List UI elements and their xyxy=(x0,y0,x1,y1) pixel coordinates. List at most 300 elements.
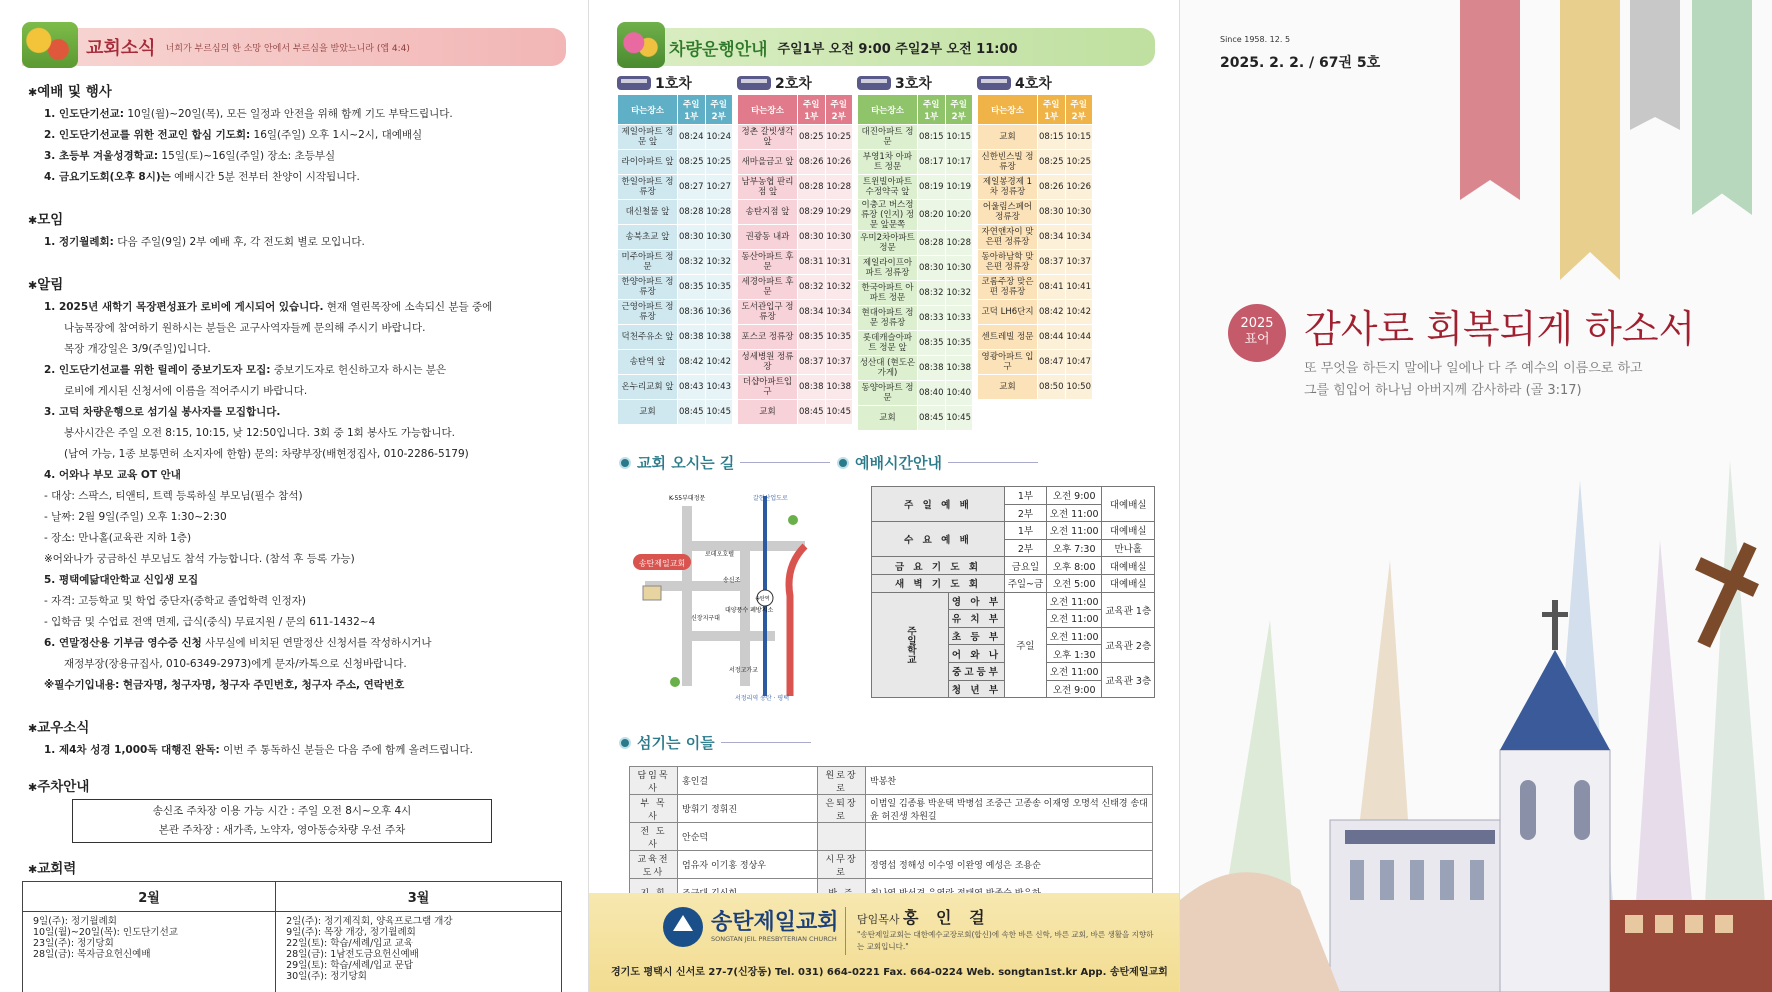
bus-time: 08:37 xyxy=(798,350,826,375)
bus-time: 08:17 xyxy=(918,150,946,175)
news-item xyxy=(22,146,566,167)
bus-time: 10:41 xyxy=(1065,275,1093,300)
news-item-text: (남여 가능, 1종 보통면허 소지자에 한함) 문의: 차량부장(배현정집사, 010-2286-5179) xyxy=(64,448,469,460)
bus-row xyxy=(738,325,853,350)
bus-time: 10:42 xyxy=(705,350,733,375)
badge-year: 2025 xyxy=(1240,316,1274,331)
bus-time: 08:15 xyxy=(918,125,946,150)
bus-stop: 동아하남학 맞은편 정류장 xyxy=(978,250,1038,275)
bus-time: 10:25 xyxy=(1065,150,1093,175)
bus-stop: 교회 xyxy=(738,400,798,425)
school-dept: 어 와 나 xyxy=(949,645,1005,663)
bus-time: 10:30 xyxy=(705,225,733,250)
church-description: "송탄제일교회는 대한예수교장로회(합신)에 속한 바른 신학, 바른 교회, 바른 생활을 지향하는 교회입니다." xyxy=(857,930,1154,951)
news-item xyxy=(22,507,566,528)
calendar-month: 2월 xyxy=(23,882,276,912)
server-names: 홍인걸 xyxy=(678,767,818,795)
bus-row xyxy=(858,306,973,331)
bus-row xyxy=(618,325,733,350)
bus-name xyxy=(617,72,733,94)
bus-stop: 자연앤자이 맞은편 정류장 xyxy=(978,225,1038,250)
bus-row xyxy=(618,225,733,250)
bus-row xyxy=(978,200,1093,225)
bus-time: 08:30 xyxy=(918,256,946,281)
verse-line: 또 무엇을 하든지 말에나 일에나 다 주 예수의 이름으로 하고 xyxy=(1304,361,1643,376)
bus-stop: 어울림스페어 정류장 xyxy=(978,200,1038,225)
bus-time: 10:43 xyxy=(705,375,733,400)
bus-time: 10:32 xyxy=(945,281,973,306)
section-title: ✱ 알림 xyxy=(28,273,566,293)
news-item-text: - 날짜: 2월 9일(주일) 오후 1:30~2:30 xyxy=(44,511,227,523)
bus-label: 1호차 xyxy=(655,76,692,92)
bus-time: 08:38 xyxy=(918,356,946,381)
bus-stop: 고덕 LH6단지 xyxy=(978,300,1038,325)
bus-time: 10:26 xyxy=(825,150,853,175)
stop-header: 타는장소 xyxy=(858,95,918,125)
bus-stop: 도서관입구 정류장 xyxy=(738,300,798,325)
year-motto: 감사로 회복되게 하소서 xyxy=(1304,307,1696,351)
bus-time: 10:44 xyxy=(1065,325,1093,350)
news-section xyxy=(22,208,566,253)
badge-label: 표어 xyxy=(1244,332,1270,347)
bus-stop: 센트레빌 정문 xyxy=(978,325,1038,350)
news-item xyxy=(22,654,566,675)
bus-time: 08:26 xyxy=(798,150,826,175)
bus-stop: 교회 xyxy=(978,125,1038,150)
news-item-text: 중보기도자로 헌신하고자 하시는 분은 xyxy=(270,364,447,376)
news-item-text: 현재 열린목장에 소속되신 분들 중에 xyxy=(323,301,493,313)
bus-row xyxy=(978,275,1093,300)
bus-row xyxy=(858,356,973,381)
parking-line: 본관 주차장 : 새가족, 노약자, 영아동승차량 우선 주차 xyxy=(158,824,406,836)
bus-stop: 제일라이프아파트 정류장 xyxy=(858,256,918,281)
bus-time: 10:37 xyxy=(825,350,853,375)
bus-row xyxy=(618,125,733,150)
bus-header-row xyxy=(738,95,853,125)
bus-table-4 xyxy=(977,72,1093,400)
bus-stop: 이충고 버스정류장 (인지) 정문 앞문쪽 xyxy=(858,200,918,231)
tulip-flower-icon xyxy=(22,22,78,68)
news-item xyxy=(22,675,566,696)
bus-time: 10:28 xyxy=(705,200,733,225)
bus-time: 10:45 xyxy=(825,400,853,425)
bus-row xyxy=(978,300,1093,325)
server-role: 원로장로 xyxy=(818,767,866,795)
bus-time: 08:28 xyxy=(798,175,826,200)
news-item xyxy=(22,402,566,423)
calendar-event: 10일(월)~20일(목): 인도단기선교 xyxy=(33,927,178,938)
news-item xyxy=(22,570,566,591)
worship-time: 오전 5:00 xyxy=(1046,574,1102,592)
bus-time: 08:25 xyxy=(798,125,826,150)
bus-stop: 코롬주장 맞은편 정류장 xyxy=(978,275,1038,300)
service2-header: 주일 2부 xyxy=(705,95,733,125)
bus-time: 10:30 xyxy=(1065,200,1093,225)
news-sections xyxy=(22,80,566,761)
bus-stop: 대진아파트 정문 xyxy=(858,125,918,150)
service1-header: 주일 1부 xyxy=(918,95,946,125)
calendar-month: 3월 xyxy=(276,882,562,912)
news-item-text: - 자격: 고등학교 및 학업 중단자(중학교 졸업학력 인정자) xyxy=(44,595,307,607)
bus-row xyxy=(738,150,853,175)
bus-row xyxy=(978,150,1093,175)
since-date: Since 1958. 12. 5 xyxy=(1220,35,1291,44)
cover-panel xyxy=(1180,0,1772,992)
worship-name: 금 요 기 도 회 xyxy=(872,557,1005,575)
worship-session: 주일~금 xyxy=(1005,574,1047,592)
service1-header: 주일 1부 xyxy=(798,95,826,125)
bus-stop: 미주아파트 정문 xyxy=(618,250,678,275)
bus-icon xyxy=(737,76,771,90)
bus-stop: 교회 xyxy=(618,400,678,425)
bus-time: 08:36 xyxy=(678,300,706,325)
pastor-name: 홍 인 걸 xyxy=(903,908,991,927)
news-item-text: 10일(월)~20일(목), 모든 일정과 안전을 위해 함께 기도 부탁드립니다. xyxy=(124,108,453,120)
bus-schedule-table xyxy=(737,94,853,425)
news-item-text: 16일(주일) 오후 1시~2시, 대예배실 xyxy=(250,129,423,141)
church-map xyxy=(625,486,825,706)
worship-row xyxy=(872,522,1155,540)
parking-line: 송신조 주차장 이용 가능 시간 : 주일 오전 8시~오후 4시 xyxy=(152,805,412,817)
school-dept: 유 치 부 xyxy=(949,610,1005,628)
news-section xyxy=(22,716,566,761)
bus-time: 10:38 xyxy=(705,325,733,350)
news-item-bold: ※필수기입내용: 현금자명, 청구자명, 청구자 주민번호, 청구자 주소, 연락번호 xyxy=(44,679,405,691)
church-news-subtitle: 너희가 부르심의 한 소망 안에서 부르심을 받았느니라 (엡 4:4) xyxy=(165,43,410,54)
school-time: 오전 9:00 xyxy=(1046,680,1102,698)
bus-stop: 제일아파트 정문 앞 xyxy=(618,125,678,150)
bus-stop: 한양아파트 정류장 xyxy=(618,275,678,300)
bus-row xyxy=(738,275,853,300)
bus-time: 10:40 xyxy=(945,381,973,406)
server-names: 박봉찬 xyxy=(866,767,1153,795)
school-time: 오전 11:00 xyxy=(1046,627,1102,645)
calendar-event: 23일(주): 정기당회 xyxy=(33,938,114,949)
bus-stop: 부영1차 아파트 정문 xyxy=(858,150,918,175)
bus-row xyxy=(618,375,733,400)
bus-row xyxy=(738,350,853,375)
map-title: 교회 오시는 길 xyxy=(619,452,830,473)
bus-stop: 온누리교회 앞 xyxy=(618,375,678,400)
bus-table-3 xyxy=(857,72,973,431)
calendar-event: 22일(토): 학습/세례/입교 교육 xyxy=(286,938,414,949)
bus-icon xyxy=(617,76,651,90)
bus-time: 10:35 xyxy=(705,275,733,300)
news-item-text: - 입학금 및 수업료 전액 면제, 급식(중식) 무료지원 / 문의 611-1432~4 xyxy=(44,616,376,628)
server-role xyxy=(818,823,866,851)
bus-time: 10:35 xyxy=(945,331,973,356)
stop-header: 타는장소 xyxy=(978,95,1038,125)
news-item-bold: 6. 연말정산용 기부금 영수증 신청 xyxy=(44,637,202,649)
school-time: 오전 11:00 xyxy=(1046,662,1102,680)
bus-time: 08:34 xyxy=(1038,225,1066,250)
bus-time: 10:50 xyxy=(1065,375,1093,400)
news-item-bold: 4. 어와나 부모 교육 OT 안내 xyxy=(44,469,181,481)
bus-time: 08:45 xyxy=(678,400,706,425)
bus-time: 08:44 xyxy=(1038,325,1066,350)
worship-session: 1부 xyxy=(1005,487,1047,505)
news-item xyxy=(22,360,566,381)
school-place: 교육관 3층 xyxy=(1102,662,1155,697)
church-calendar-table xyxy=(22,881,562,992)
bus-time: 08:50 xyxy=(1038,375,1066,400)
news-item-text: 로비에 게시된 신청서에 이름을 적어주시기 바랍니다. xyxy=(64,385,308,397)
calendar-event: 9일(주): 정기월례회 xyxy=(33,916,117,927)
bus-time: 08:25 xyxy=(1038,150,1066,175)
server-role: 담임목사 xyxy=(630,767,678,795)
bus-stop: 근영아파트 정류장 xyxy=(618,300,678,325)
section-title: ✱ 예배 및 행사 xyxy=(28,80,566,100)
bus-row xyxy=(618,250,733,275)
server-role: 전 도 사 xyxy=(630,823,678,851)
news-item-bold: 1. 정기월례회: xyxy=(44,236,114,248)
news-item xyxy=(22,232,566,253)
bus-time: 08:29 xyxy=(798,200,826,225)
bus-time: 08:30 xyxy=(798,225,826,250)
bus-table-1 xyxy=(617,72,733,425)
news-item-text: - 장소: 만나홀(교육관 지하 1층) xyxy=(44,532,192,544)
bus-time: 10:36 xyxy=(705,300,733,325)
bus-time: 10:31 xyxy=(825,250,853,275)
bus-schedule: 주일1부 오전 9:00 주일2부 오전 11:00 xyxy=(777,41,1018,57)
church-name-en: SONGTAN JEIL PRESBYTERIAN CHURCH xyxy=(711,935,837,943)
verse-line: 그를 힘입어 하나님 아버지께 감사하라 (골 3:17) xyxy=(1304,383,1582,398)
news-item-text: 15일(토)~16일(주일) 장소: 초등부실 xyxy=(158,150,336,162)
worship-session: 2부 xyxy=(1005,539,1047,557)
parking-section xyxy=(22,775,566,843)
calendar-event: 9일(주): 목장 개강, 정기월례회 xyxy=(286,927,416,938)
bus-time: 08:20 xyxy=(918,200,946,231)
school-row xyxy=(872,592,1155,610)
school-dept: 초 등 부 xyxy=(949,627,1005,645)
servers-title: 섬기는 이들 xyxy=(619,732,811,753)
news-item-bold: 3. 초등부 겨울성경학교: xyxy=(44,150,159,162)
bus-time: 10:42 xyxy=(1065,300,1093,325)
news-item xyxy=(22,381,566,402)
worship-title: 예배시간안내 xyxy=(837,452,1038,473)
bus-time: 08:31 xyxy=(798,250,826,275)
worship-session: 2부 xyxy=(1005,504,1047,522)
calendar-event: 28일(금): 1남전도금요헌신예배 xyxy=(286,949,419,960)
motto-badge xyxy=(1228,304,1286,362)
worship-name: 주 일 예 배 xyxy=(872,487,1005,522)
bus-time: 10:32 xyxy=(705,250,733,275)
bus-row xyxy=(738,175,853,200)
bus-time: 10:30 xyxy=(825,225,853,250)
calendar-cell-feb xyxy=(23,912,276,992)
bus-time: 10:26 xyxy=(1065,175,1093,200)
church-news-panel xyxy=(0,0,588,992)
school-label: 주일학교 xyxy=(872,592,949,698)
news-item-text: - 대상: 스팍스, 티앤티, 트렉 등록하실 부모님(필수 참석) xyxy=(44,490,303,502)
map-label: 로데오호텔 xyxy=(705,551,734,558)
bus-row xyxy=(858,331,973,356)
bus-row xyxy=(618,350,733,375)
news-item xyxy=(22,740,566,761)
bus-row xyxy=(858,256,973,281)
service2-header: 주일 2부 xyxy=(945,95,973,125)
news-item-text: 나눔목장에 참여하기 원하시는 분들은 교구사역자들께 문의해 주시기 바랍니다. xyxy=(64,322,426,334)
bus-time: 08:33 xyxy=(918,306,946,331)
footer-divider xyxy=(845,907,846,955)
news-item-text: 목장 개강일은 3/9(주일)입니다. xyxy=(64,343,211,355)
bus-row xyxy=(858,200,973,231)
map-label: 서정고가교 xyxy=(729,667,758,674)
bus-time: 08:38 xyxy=(798,375,826,400)
bus-time: 08:47 xyxy=(1038,350,1066,375)
worship-place: 만나홀 xyxy=(1102,539,1155,557)
service1-header: 주일 1부 xyxy=(1038,95,1066,125)
church-logo-icon xyxy=(663,907,703,947)
news-item xyxy=(22,591,566,612)
bus-time: 08:27 xyxy=(678,175,706,200)
server-names: 이범일 김종룡 박운택 박병섭 조중근 고종송 이재영 오명석 신태경 송대윤 허진생 차원길 xyxy=(866,795,1153,823)
bus-row xyxy=(978,225,1093,250)
news-item-bold: 1. 2025년 새학기 목장편성표가 로비에 게시되어 있습니다. xyxy=(44,301,324,313)
bus-stop: 송탄역 앞 xyxy=(618,350,678,375)
bus-time: 08:32 xyxy=(678,250,706,275)
bus-time: 10:25 xyxy=(825,125,853,150)
worship-place: 대예배실 xyxy=(1102,487,1155,522)
bus-time: 08:43 xyxy=(678,375,706,400)
service2-header: 주일 2부 xyxy=(825,95,853,125)
bus-time: 08:24 xyxy=(678,125,706,150)
bus-time: 08:35 xyxy=(918,331,946,356)
parking-box xyxy=(72,799,492,843)
bus-time: 08:38 xyxy=(678,325,706,350)
school-day: 주일 xyxy=(1005,592,1047,698)
news-item xyxy=(22,549,566,570)
bus-row xyxy=(978,250,1093,275)
issue-number: 2025. 2. 2. / 67권 5호 xyxy=(1220,55,1381,71)
bus-stop: 성산대 (현도온가게) xyxy=(858,356,918,381)
news-item-bold: 1. 제4차 성경 1,000독 대행진 완독: xyxy=(44,744,220,756)
news-item-text: ※어와나가 궁금하신 부모님도 참석 가능합니다. (참석 후 등록 가능) xyxy=(44,553,355,565)
server-row xyxy=(630,795,1153,823)
pastor-label: 담임목사 xyxy=(857,913,900,926)
bus-time: 10:19 xyxy=(945,175,973,200)
bus-row xyxy=(978,125,1093,150)
news-section xyxy=(22,273,566,696)
news-item xyxy=(22,486,566,507)
bus-row xyxy=(858,281,973,306)
school-dept: 청 년 부 xyxy=(949,680,1005,698)
bus-stop: 더샵아파트입구 xyxy=(738,375,798,400)
section-title: ✱ 모임 xyxy=(28,208,566,228)
server-names: 엄유자 이기홍 정상우 xyxy=(678,851,818,879)
bus-header-row xyxy=(618,95,733,125)
bus-time: 10:29 xyxy=(825,200,853,225)
news-item xyxy=(22,423,566,444)
bus-stop: 정촌 갈빗생각 앞 xyxy=(738,125,798,150)
bus-time: 08:28 xyxy=(678,200,706,225)
map-label: 송신조 xyxy=(723,577,741,584)
server-role: 부 목 사 xyxy=(630,795,678,823)
server-row xyxy=(630,767,1153,795)
bus-stop: 포스코 정류장 xyxy=(738,325,798,350)
bus-stop: 영광아파트 입구 xyxy=(978,350,1038,375)
pastor-line xyxy=(857,905,991,928)
bus-stop: 제일봉경제 1차 정류장 xyxy=(978,175,1038,200)
bus-stop: 세경아파트 후문 xyxy=(738,275,798,300)
green-ribbon xyxy=(1692,0,1752,215)
bus-time: 08:42 xyxy=(678,350,706,375)
bus-time: 08:40 xyxy=(918,381,946,406)
stop-header: 타는장소 xyxy=(738,95,798,125)
calendar-event: 30일(주): 정기당회 xyxy=(286,971,367,982)
bus-row xyxy=(618,200,733,225)
news-item xyxy=(22,528,566,549)
bus-header-row xyxy=(978,95,1093,125)
worship-time-table xyxy=(871,486,1155,698)
news-item xyxy=(22,125,566,146)
service1-header: 주일 1부 xyxy=(678,95,706,125)
bus-stop: 현대아파트 정문 정류장 xyxy=(858,306,918,331)
server-role: 은퇴장로 xyxy=(818,795,866,823)
bus-time: 08:34 xyxy=(798,300,826,325)
news-item xyxy=(22,633,566,654)
church-news-title: 교회소식 xyxy=(86,38,156,59)
worship-session: 1부 xyxy=(1005,522,1047,540)
news-item-text: 봉사시간은 주일 오전 8:15, 10:15, 낮 12:50입니다. 3회 중 1회 봉사도 가능합니다. xyxy=(64,427,455,439)
church-footer xyxy=(589,893,1180,992)
bus-time: 10:27 xyxy=(705,175,733,200)
bus-time: 10:37 xyxy=(1065,250,1093,275)
bus-schedule-table xyxy=(857,94,973,431)
bus-row xyxy=(978,325,1093,350)
bus-time: 10:33 xyxy=(945,306,973,331)
bus-row xyxy=(858,231,973,256)
news-item-text: 다음 주일(9일) 2부 예배 후, 각 전도회 별로 모입니다. xyxy=(113,236,365,248)
news-item xyxy=(22,297,566,318)
worship-time: 오후 8:00 xyxy=(1046,557,1102,575)
bus-stop: 교회 xyxy=(978,375,1038,400)
bus-time: 08:25 xyxy=(678,150,706,175)
bus-time: 08:45 xyxy=(918,406,946,431)
school-place: 교육관 1층 xyxy=(1102,592,1155,627)
church-address: 경기도 평택시 신서로 27-7(신장동) Tel. 031) 664-0221 Fax. 664-0224 Web. songtan1st.kr App. 송탄제일교회 xyxy=(611,967,1168,978)
worship-time: 오전 11:00 xyxy=(1046,522,1102,540)
worship-name: 수 요 예 배 xyxy=(872,522,1005,557)
bus-header xyxy=(617,28,1155,66)
bus-icon xyxy=(857,76,891,90)
news-item xyxy=(22,167,566,188)
bus-row xyxy=(738,400,853,425)
motto-verse xyxy=(1304,358,1643,402)
bus-time: 10:17 xyxy=(945,150,973,175)
bus-time: 10:28 xyxy=(825,175,853,200)
church-news-header xyxy=(22,28,566,66)
server-names: 정영섭 정해성 이수영 이완영 예성은 조용순 xyxy=(866,851,1153,879)
server-role: 교육전도사 xyxy=(630,851,678,879)
worship-place: 대예배실 xyxy=(1102,522,1155,540)
bus-time: 10:34 xyxy=(1065,225,1093,250)
bus-time: 08:35 xyxy=(678,275,706,300)
server-row xyxy=(630,851,1153,879)
info-panel xyxy=(588,0,1180,992)
bus-stop: 동양아파트 정문 xyxy=(858,381,918,406)
school-dept: 영 아 부 xyxy=(949,592,1005,610)
news-item-bold: 5. 평택예닮대안학교 신입생 모집 xyxy=(44,574,199,586)
bus-time: 08:42 xyxy=(1038,300,1066,325)
bus-time: 10:20 xyxy=(945,200,973,231)
school-dept: 중고등부 xyxy=(949,662,1005,680)
church-name: 송탄제일교회 xyxy=(711,910,839,935)
bus-row xyxy=(978,350,1093,375)
bus-time: 10:35 xyxy=(825,325,853,350)
gold-ribbon xyxy=(1560,0,1620,280)
server-names: 안순덕 xyxy=(678,823,818,851)
